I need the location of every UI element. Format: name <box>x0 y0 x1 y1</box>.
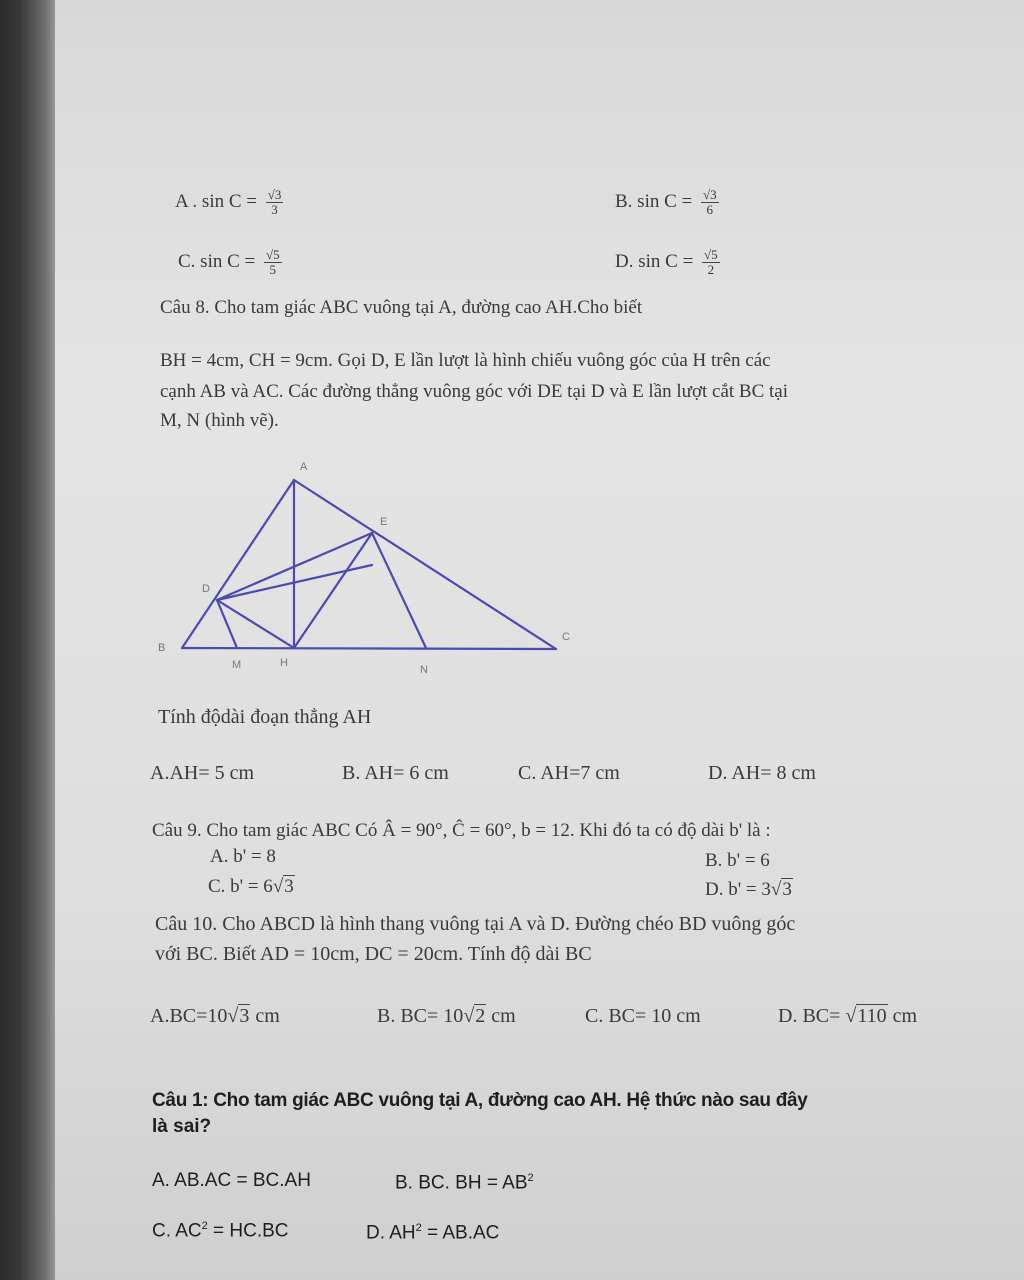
q10-option-a <box>150 1005 280 1028</box>
q9-option-c-prefix: C. b' = 6 <box>208 876 273 897</box>
fraction-denominator: 5 <box>269 262 277 277</box>
q8-option-b: B. AH= 6 cm <box>342 762 449 784</box>
q10-option-c: C. BC= 10 cm <box>585 1005 701 1027</box>
q10-stem-line-1: Câu 10. Cho ABCD là hình thang vuông tại A và D. Đường chéo BD vuông góc <box>155 913 796 935</box>
q8-option-d: D. AH= 8 cm <box>708 762 816 784</box>
label-C: C <box>562 631 570 643</box>
q9-stem: Câu 9. Cho tam giác ABC Có Â = 90°, Ĉ = 60°, b = 12. Khi đó ta có độ dài b' là : <box>152 820 771 841</box>
q10-option-d <box>778 1005 917 1028</box>
q7-option-c-prefix: C. sin C = <box>178 250 256 272</box>
fraction-numerator: √5 <box>265 247 280 262</box>
q1-option-a: A. AB.AC = BC.AH <box>152 1170 311 1191</box>
sqrt-radicand: 110 <box>857 1005 887 1027</box>
fraction-denominator: 3 <box>271 202 278 217</box>
q9-option-b: B. b' = 6 <box>705 850 770 871</box>
segment-AC <box>294 480 556 649</box>
q7-option-a <box>175 188 283 217</box>
q8-stem-line-4: M, N (hình vẽ). <box>160 410 279 431</box>
q10-option-b <box>377 1005 516 1028</box>
q8-prompt: Tính độdài đoạn thẳng AH <box>158 706 372 728</box>
q7-option-d-prefix: D. sin C = <box>615 250 694 272</box>
q1-stem-line-1 <box>152 1090 808 1112</box>
q7-option-b <box>615 188 719 217</box>
q10-option-d-unit: cm <box>892 1005 918 1027</box>
q1-option-d-suffix: = AB.AC <box>421 1222 500 1244</box>
q9-option-a: A. b' = 8 <box>210 846 276 867</box>
q1-option-b-prefix: B. BC. BH = AB <box>395 1172 528 1194</box>
sqrt-radicand: 2 <box>475 1005 486 1027</box>
q1-stem-line-2: là sai? <box>152 1116 212 1137</box>
q9-option-d-prefix: D. b' = 3 <box>705 879 771 900</box>
q8-stem-line-3: cạnh AB và AC. Các đường thẳng vuông góc với DE tại D và E lần lượt cắt BC tại <box>160 381 789 402</box>
sqrt-symbol: √3 <box>770 879 792 900</box>
segment-BC <box>182 648 556 649</box>
label-H: H <box>280 657 288 669</box>
q10-option-a-prefix: A.BC=10 <box>150 1005 228 1027</box>
q7-option-c-fraction <box>264 248 282 277</box>
q7-option-b-fraction <box>701 188 719 217</box>
sqrt-symbol: √2 <box>463 1005 486 1027</box>
q8-option-c: C. AH=7 cm <box>518 762 620 784</box>
sqrt-radicand: 3 <box>782 879 792 900</box>
q1-option-d <box>366 1222 499 1244</box>
superscript: 2 <box>415 1222 422 1234</box>
sqrt-symbol: √110 <box>845 1005 887 1027</box>
q10-option-a-unit: cm <box>255 1005 280 1027</box>
q7-option-d-fraction <box>702 248 720 277</box>
segment-EN <box>372 533 426 648</box>
q9-option-d <box>705 879 793 901</box>
sqrt-symbol: √3 <box>227 1005 250 1027</box>
q8-option-a: A.AH= 5 cm <box>150 762 255 784</box>
label-M: M <box>232 659 242 671</box>
q1-option-c <box>152 1220 289 1242</box>
q10-option-b-prefix: B. BC= 10 <box>377 1005 464 1027</box>
segment-AB <box>182 480 294 648</box>
label-B: B <box>158 642 166 654</box>
q9-option-c <box>208 876 295 898</box>
q7-option-b-prefix: B. sin C = <box>615 190 693 212</box>
fraction-denominator: 2 <box>707 262 715 277</box>
q1-option-c-prefix: C. AC <box>152 1220 202 1242</box>
fraction-numerator: √5 <box>704 247 718 262</box>
fraction-numerator: √3 <box>267 187 282 202</box>
label-D: D <box>202 583 210 595</box>
q1-option-b <box>395 1172 534 1194</box>
q7-option-c <box>178 248 282 277</box>
q7-option-d <box>615 248 720 277</box>
sqrt-symbol: √3 <box>272 876 294 897</box>
label-N: N <box>420 664 428 676</box>
segment-HD <box>217 600 294 648</box>
q1-stem-text: Câu 1: Cho tam giác ABC vuông tại A, đường cao AH. Hệ thức nào sau đây <box>152 1090 808 1111</box>
q10-stem-line-2: với BC. Biết AD = 10cm, DC = 20cm. Tính độ dài BC <box>155 943 592 965</box>
q8-stem-line-2: BH = 4cm, CH = 9cm. Gọi D, E lần lượt là hình chiếu vuông góc của H trên các <box>160 350 771 371</box>
q1-option-d-prefix: D. AH <box>366 1222 416 1244</box>
q8-geometry-figure <box>140 450 600 690</box>
fraction-denominator: 6 <box>706 202 714 217</box>
superscript: 2 <box>201 1220 208 1232</box>
q8-stem-line-1: Câu 8. Cho tam giác ABC vuông tại A, đường cao AH.Cho biết <box>160 297 643 318</box>
q1-option-c-suffix: = HC.BC <box>207 1220 289 1242</box>
q7-option-a-fraction <box>266 188 284 217</box>
sqrt-radicand: 3 <box>284 876 294 897</box>
q7-option-a-prefix: A . sin C = <box>175 190 257 212</box>
superscript: 2 <box>527 1172 534 1184</box>
q10-option-b-unit: cm <box>491 1005 516 1027</box>
sqrt-radicand: 3 <box>239 1005 250 1027</box>
label-A: A <box>300 461 308 473</box>
fraction-numerator: √3 <box>702 187 717 202</box>
q10-option-d-prefix: D. BC= <box>778 1005 841 1027</box>
label-E: E <box>380 516 388 528</box>
